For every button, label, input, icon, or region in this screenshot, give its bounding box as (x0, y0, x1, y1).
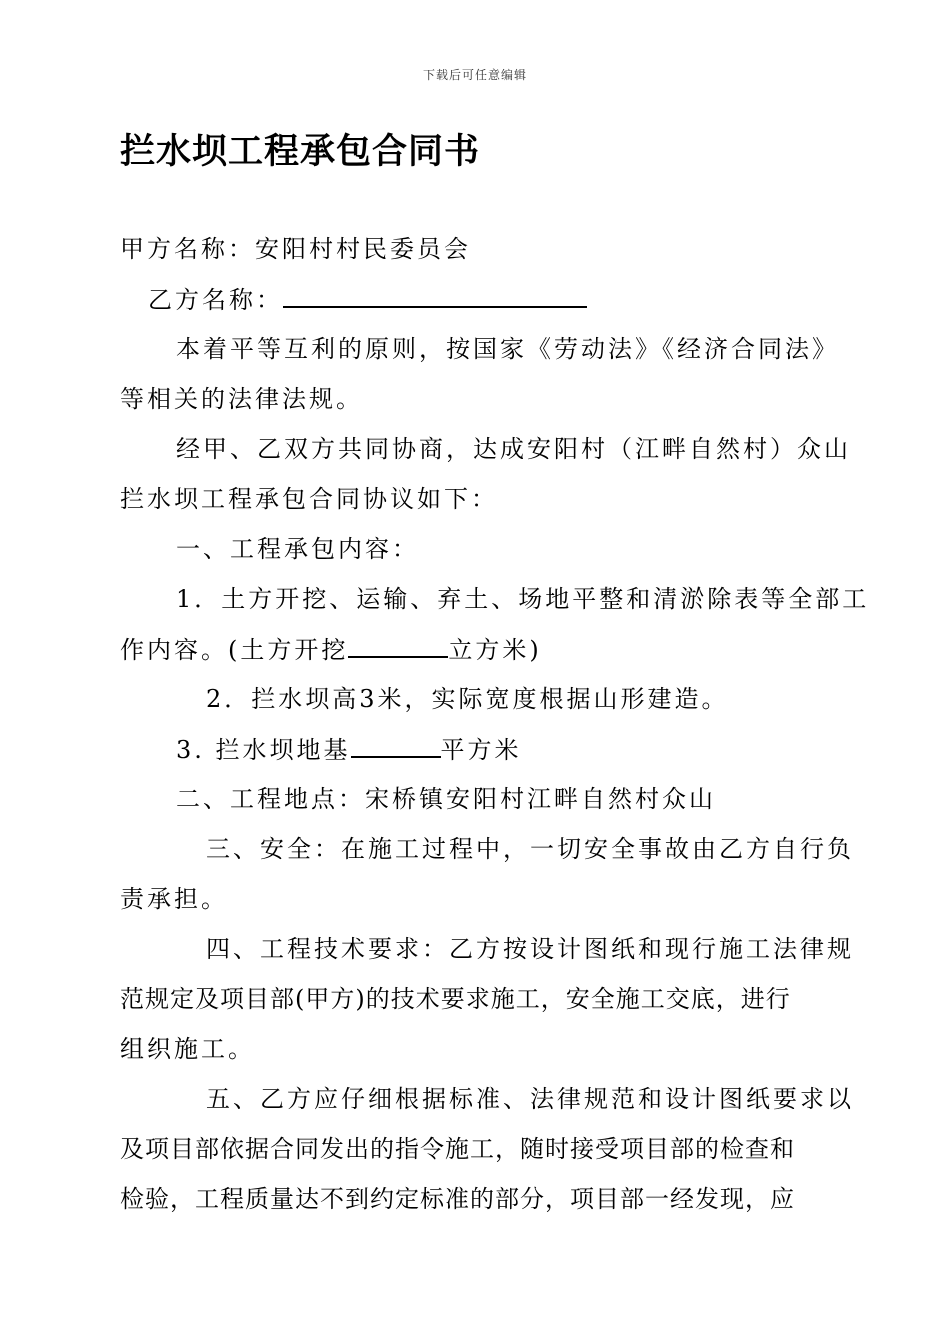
para2-line1: 经甲、乙双方共同协商，达成安阳村（江畔自然村）众山 (176, 435, 851, 463)
section3-line2: 责承担。 (120, 885, 228, 913)
item1-suffix: 立方米) (448, 636, 542, 664)
item1-prefix: 作内容。(土方开挖 (120, 636, 349, 664)
item3-prefix: 3. 拦水坝地基 (176, 736, 351, 764)
section1-heading: 一、工程承包内容： (176, 535, 419, 563)
para1-line1: 本着平等互利的原则，按国家《劳动法》《经济合同法》 (176, 335, 839, 363)
item1-line1: 1．土方开挖、运输、弃土、场地平整和清淤除表等全部工 (176, 585, 870, 613)
section5-line2: 及项目部依据合同发出的指令施工，随时接受项目部的检查和 (120, 1135, 795, 1163)
section4-line1: 四、工程技术要求：乙方按设计图纸和现行施工法律规 (206, 935, 854, 963)
document-title: 拦水坝工程承包合同书 (120, 131, 481, 172)
item3-suffix: 平方米 (440, 736, 522, 764)
section5-line3: 检验，工程质量达不到约定标准的部分，项目部一经发现，应 (120, 1185, 795, 1213)
party-a-line: 甲方名称：安阳村村民委员会 (120, 235, 471, 263)
party-b-blank (283, 284, 587, 308)
section2-line: 二、工程地点：宋桥镇安阳村江畔自然村众山 (176, 785, 716, 813)
item3-line (176, 734, 522, 765)
party-b-label: 乙方名称： (148, 286, 283, 314)
section3-line1: 三、安全：在施工过程中，一切安全事故由乙方自行负 (206, 835, 854, 863)
item1-blank (348, 634, 448, 658)
para1-line2: 等相关的法律法规。 (120, 385, 363, 413)
para2-line2: 拦水坝工程承包合同协议如下： (120, 485, 498, 513)
item2-line: 2．拦水坝高3米，实际宽度根据山形建造。 (206, 685, 729, 713)
item3-blank (351, 734, 441, 758)
section5-line1: 五、乙方应仔细根据标准、法律规范和设计图纸要求以 (206, 1085, 854, 1113)
party-b-line (148, 284, 587, 315)
header-note: 下载后可任意编辑 (422, 68, 527, 82)
item1-line2 (120, 634, 542, 665)
section4-line2: 范规定及项目部(甲方)的技术要求施工，安全施工交底，进行 (120, 985, 791, 1013)
section4-line3: 组织施工。 (120, 1035, 255, 1063)
